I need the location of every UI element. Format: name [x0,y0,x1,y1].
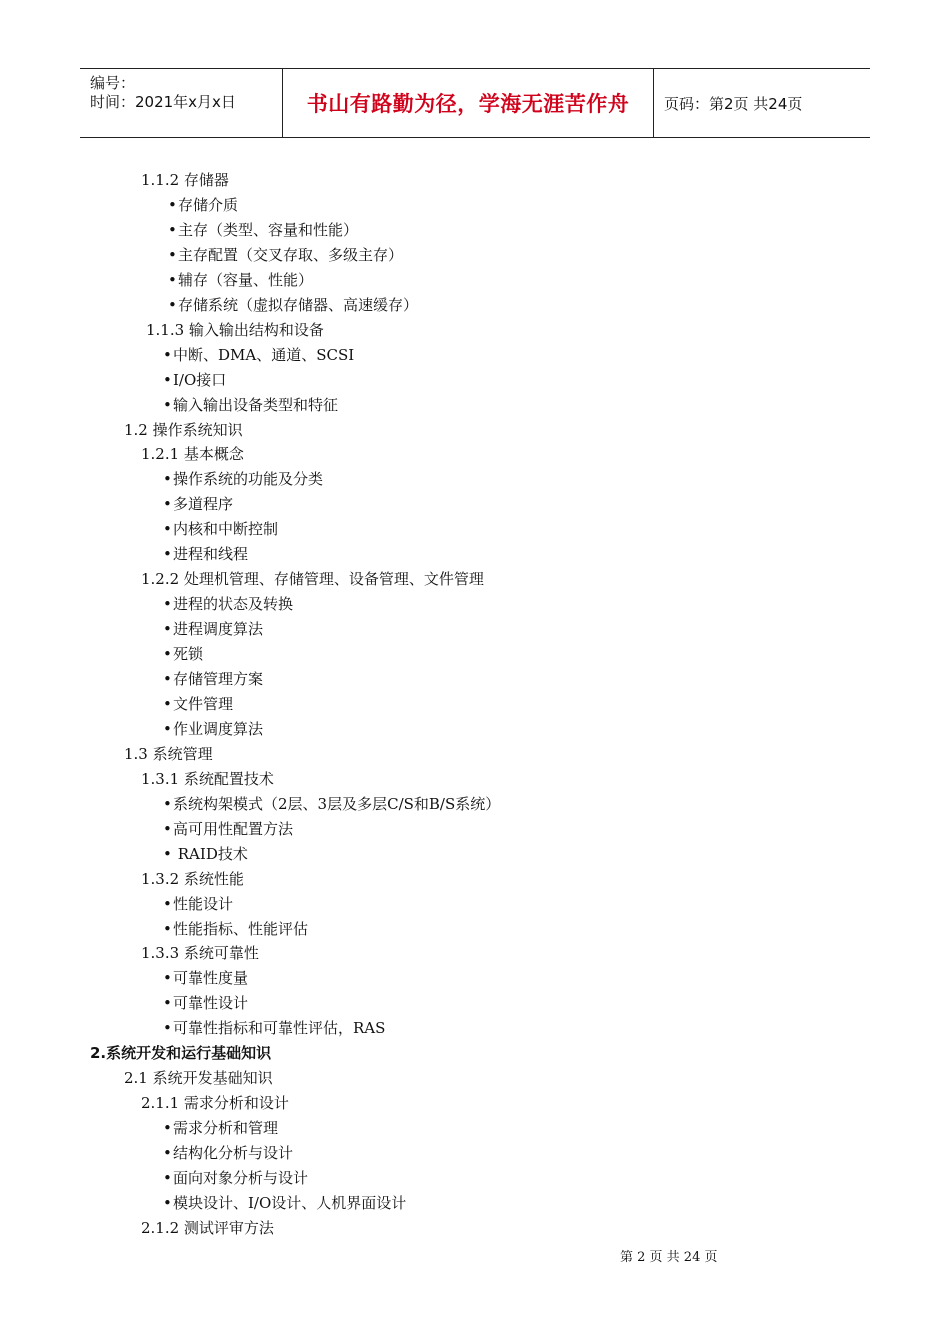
bullet-dot: • [168,220,177,239]
bullet-dot: • [163,595,172,614]
outline-bullet-item [163,1166,308,1190]
outline-text: 1.3 系统管理 [124,744,213,763]
outline-text: 需求分析和管理 [173,1119,279,1138]
outline-text: 性能设计 [173,894,234,913]
outline-bullet-item [163,368,226,392]
bullet-dot: • [163,545,172,564]
outline-heading [146,318,324,342]
bullet-dot: • [163,794,172,813]
outline-bullet-item [163,692,233,716]
outline-bullet-item [168,243,403,267]
outline-text: 主存配置（交叉存取、多级主存） [178,245,404,264]
outline-text: 2.1.2 测试评审方法 [141,1218,274,1237]
outline-text: 存储管理方案 [173,670,264,688]
outline-text: 作业调度算法 [173,719,264,738]
outline-text: 多道程序 [173,495,234,514]
outline-heading [141,567,484,591]
outline-text: 可靠性设计 [173,994,249,1013]
bullet-dot: • [163,470,172,489]
header-meta [80,69,282,137]
bullet-dot: • [168,245,177,264]
outline-text: 1.3.1 系统配置技术 [141,769,274,788]
outline-heading [141,767,274,791]
bullet-dot: • [163,819,172,838]
outline-heading [124,742,213,766]
outline-text: 2.系统开发和运行基础知识 [90,1044,272,1063]
bullet-dot: • [163,1169,172,1187]
bullet-dot: • [163,1193,172,1212]
motto-text: 书山有路勤为径，学海无涯苦作舟 [306,92,630,116]
outline-text: 可靠性指标和可靠性评估，RAS [173,1019,386,1038]
outline-text: 中断、DMA、通道、SCSI [173,345,355,364]
bullet-dot: • [163,719,172,738]
bullet-dot: • [163,345,172,364]
outline-text: 内核和中断控制 [173,520,279,539]
outline-text: 1.2.2 处理机管理、存储管理、设备管理、文件管理 [141,570,484,589]
outline-bullet-item [163,1191,406,1215]
outline-heading [141,1216,274,1240]
outline-text: 进程调度算法 [173,620,264,639]
outline-text: 1.2.1 基本概念 [141,445,244,464]
outline-heading [124,1066,273,1090]
outline-heading [124,418,243,442]
bullet-dot: • [163,395,172,414]
outline-text: 高可用性配置方法 [173,819,294,838]
outline-text: 1.3.2 系统性能 [141,869,244,888]
outline-text: 1.2 操作系统知识 [124,420,243,439]
outline-text: 结构化分析与设计 [173,1144,294,1163]
outline-text: 存储介质 [178,195,239,214]
outline-bullet-item [163,1116,278,1140]
outline-bullet-item [163,642,203,666]
outline-text: 辅存（容量、性能） [178,270,314,289]
outline-text: RAID技术 [173,844,248,863]
outline-bullet-item [163,842,248,866]
bullet-dot: • [163,844,172,863]
bullet-dot: • [163,1144,172,1163]
outline-text: 死锁 [173,645,204,664]
bullet-dot: • [168,195,177,214]
outline-heading [141,941,259,965]
bullet-dot: • [163,919,172,938]
outline-bullet-item [163,991,248,1015]
outline-text: I/O接口 [173,370,227,389]
outline-bullet-item [163,517,278,541]
outline-bullet-item [168,193,238,217]
outline-text: 系统构架模式（2层、3层及多层C/S和B/S系统） [173,794,501,813]
bullet-dot: • [163,1119,172,1138]
outline-text: 输入输出设备类型和特征 [173,395,339,414]
outline-bullet-item [168,218,358,242]
number-label: 编号： [90,74,136,92]
outline-bullet-item [163,717,263,741]
outline-text: 1.3.3 系统可靠性 [141,944,259,963]
outline-heading [141,867,244,891]
outline-bullet-item [163,617,263,641]
outline-bullet-item [163,542,248,566]
header-page-info: 页码：第2页 共24页 [664,94,803,113]
outline-bullet-item [168,268,313,292]
bullet-dot: • [163,620,172,639]
bullet-dot: • [163,894,172,913]
outline-text: 2.1 系统开发基础知识 [124,1069,273,1088]
outline-bullet-item [163,1141,293,1165]
outline-text: 模块设计、I/O设计、人机界面设计 [173,1193,407,1212]
outline-bullet-item [163,393,338,417]
outline-heading [141,168,229,192]
bullet-dot: • [163,520,172,539]
time-label: 时间：2021年x月x日 [90,93,236,111]
outline-heading [141,1091,289,1115]
outline-bullet-item [163,817,293,841]
outline-bullet-item [163,592,293,616]
outline-text: 文件管理 [173,694,234,713]
outline-bullet-item [163,917,308,941]
bullet-dot: • [163,694,172,713]
outline-text: 操作系统的功能及分类 [173,470,324,489]
bullet-dot: • [168,270,177,289]
outline-heading [90,1041,271,1065]
bullet-dot: • [163,1019,172,1038]
outline-bullet-item [163,792,500,816]
outline-bullet-item [163,1016,385,1040]
bullet-dot: • [163,495,172,514]
bullet-dot: • [163,370,172,389]
outline-text: 主存（类型、容量和性能） [178,220,359,239]
bullet-dot: • [168,295,177,314]
outline-bullet-item [168,293,418,317]
bullet-dot: • [163,670,172,688]
outline-text: 进程的状态及转换 [173,595,294,614]
outline-bullet-item [163,892,233,916]
outline-text: 1.1.3 输入输出结构和设备 [146,320,324,339]
bullet-dot: • [163,645,172,664]
outline-bullet-item [163,667,263,691]
page-header [80,68,870,138]
outline-text: 1.1.2 存储器 [141,171,229,189]
outline-bullet-item [163,966,248,990]
outline-text: 存储系统（虚拟存储器、高速缓存） [178,295,419,314]
outline-text: 2.1.1 需求分析和设计 [141,1094,289,1113]
outline-bullet-item [163,343,354,367]
outline-bullet-item [163,467,323,491]
outline-heading [141,442,244,466]
outline-text: 面向对象分析与设计 [173,1169,309,1187]
outline-text: 进程和线程 [173,545,249,564]
bullet-dot: • [163,969,172,988]
outline-text: 可靠性度量 [173,969,249,988]
bullet-dot: • [163,994,172,1013]
outline-bullet-item [163,492,233,516]
page-footer: 第 2 页 共 24 页 [620,1250,718,1265]
outline-text: 性能指标、性能评估 [173,919,309,938]
header-motto-cell [282,69,654,137]
